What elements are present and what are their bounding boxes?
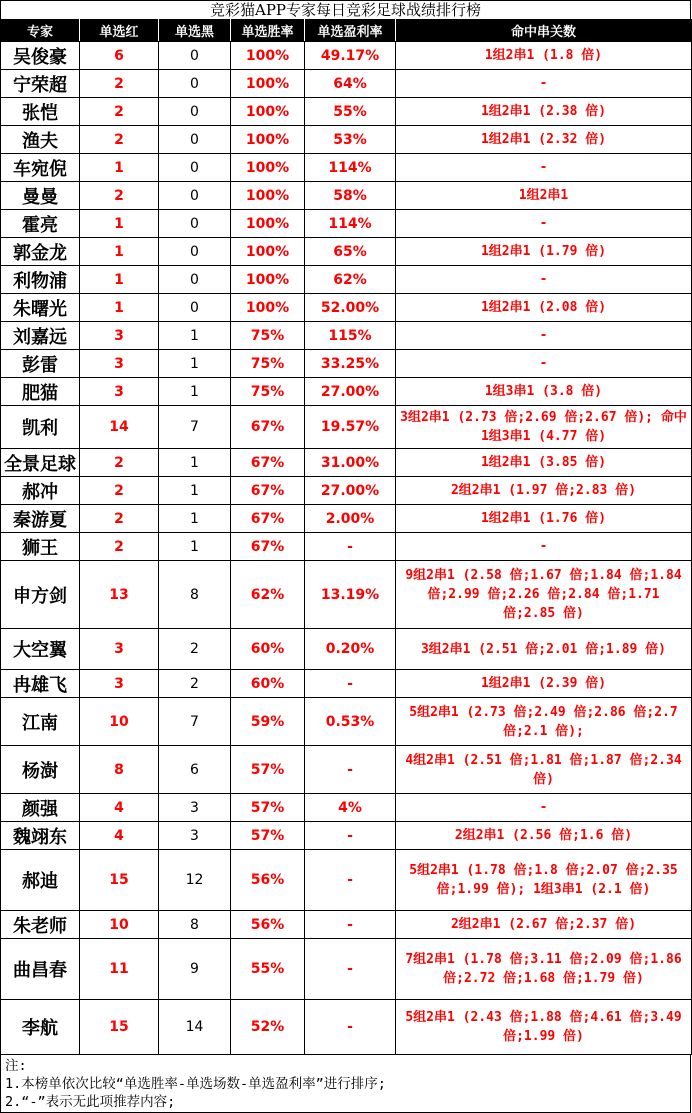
profit-rate: 2.00%: [305, 505, 396, 533]
table-row: [1, 794, 692, 822]
header-red: 单选红: [80, 20, 159, 42]
black-count: 1: [159, 505, 231, 533]
table-row: [1, 533, 692, 561]
expert-name: 凯利: [1, 406, 80, 449]
header-profit-rate: 单选盈利率: [305, 20, 396, 42]
parlay-hits: 2组2串1 (2.67 倍;2.37 倍): [396, 911, 692, 939]
win-rate: 59%: [231, 698, 305, 746]
profit-rate: -: [305, 911, 396, 939]
red-count: 2: [80, 98, 159, 126]
black-count: 14: [159, 1000, 231, 1055]
expert-name: 郝冲: [1, 477, 80, 505]
table-row: [1, 266, 692, 294]
profit-rate: 33.25%: [305, 350, 396, 378]
expert-name: 大空翼: [1, 629, 80, 670]
expert-name: 冉雄飞: [1, 670, 80, 698]
table-row: [1, 850, 692, 911]
expert-name: 张恺: [1, 98, 80, 126]
win-rate: 100%: [231, 294, 305, 322]
expert-name: 利物浦: [1, 266, 80, 294]
parlay-hits: -: [396, 210, 692, 238]
expert-name: 江南: [1, 698, 80, 746]
profit-rate: 31.00%: [305, 449, 396, 477]
profit-rate: 114%: [305, 210, 396, 238]
profit-rate: -: [305, 850, 396, 911]
red-count: 6: [80, 42, 159, 70]
red-count: 10: [80, 698, 159, 746]
expert-name: 霍亮: [1, 210, 80, 238]
table-row: [1, 42, 692, 70]
win-rate: 60%: [231, 670, 305, 698]
table-row: [1, 939, 692, 1000]
profit-rate: 58%: [305, 182, 396, 210]
table-row: [1, 449, 692, 477]
parlay-hits: -: [396, 350, 692, 378]
red-count: 2: [80, 533, 159, 561]
red-count: 11: [80, 939, 159, 1000]
red-count: 1: [80, 266, 159, 294]
expert-name: 李航: [1, 1000, 80, 1055]
parlay-hits: 3组2串1 (2.73 倍;2.69 倍;2.67 倍); 命中1组3串1 (4.77 倍): [396, 406, 692, 449]
expert-name: 朱曙光: [1, 294, 80, 322]
sheet-title: 竞彩猫APP专家每日竞彩足球战绩排行榜: [0, 0, 691, 19]
black-count: 1: [159, 350, 231, 378]
profit-rate: 4%: [305, 794, 396, 822]
black-count: 0: [159, 238, 231, 266]
expert-name: 刘嘉远: [1, 322, 80, 350]
expert-name: 魏翊东: [1, 822, 80, 850]
parlay-hits: 1组2串1 (2.08 倍): [396, 294, 692, 322]
red-count: 2: [80, 449, 159, 477]
win-rate: 100%: [231, 210, 305, 238]
win-rate: 57%: [231, 822, 305, 850]
expert-name: 郭金龙: [1, 238, 80, 266]
win-rate: 52%: [231, 1000, 305, 1055]
table-row: [1, 238, 692, 266]
black-count: 0: [159, 210, 231, 238]
win-rate: 100%: [231, 154, 305, 182]
red-count: 3: [80, 322, 159, 350]
ranking-rows: [1, 42, 692, 1055]
table-row: [1, 350, 692, 378]
table-row: [1, 505, 692, 533]
black-count: 0: [159, 98, 231, 126]
black-count: 9: [159, 939, 231, 1000]
expert-name: 杨澍: [1, 746, 80, 794]
expert-name: 宁荣超: [1, 70, 80, 98]
black-count: 0: [159, 266, 231, 294]
black-count: 0: [159, 70, 231, 98]
black-count: 7: [159, 406, 231, 449]
expert-name: 渔夫: [1, 126, 80, 154]
expert-name: 彭雷: [1, 350, 80, 378]
black-count: 1: [159, 322, 231, 350]
black-count: 8: [159, 911, 231, 939]
table-row: [1, 98, 692, 126]
parlay-hits: 1组3串1 (3.8 倍): [396, 378, 692, 406]
black-count: 6: [159, 746, 231, 794]
profit-rate: 27.00%: [305, 378, 396, 406]
table-row: [1, 822, 692, 850]
win-rate: 55%: [231, 939, 305, 1000]
parlay-hits: 5组2串1 (2.43 倍;1.88 倍;4.61 倍;3.49 倍;1.99 倍): [396, 1000, 692, 1055]
win-rate: 100%: [231, 42, 305, 70]
ranking-table: [0, 19, 692, 1055]
red-count: 1: [80, 154, 159, 182]
expert-name: 郝迪: [1, 850, 80, 911]
parlay-hits: 7组2串1 (1.78 倍;3.11 倍;2.09 倍;1.86 倍;2.72 倍;1.68 倍;1.79 倍): [396, 939, 692, 1000]
parlay-hits: 3组2串1 (2.51 倍;2.01 倍;1.89 倍): [396, 629, 692, 670]
expert-name: 吴俊豪: [1, 42, 80, 70]
red-count: 10: [80, 911, 159, 939]
parlay-hits: 4组2串1 (2.51 倍;1.81 倍;1.87 倍;2.34 倍): [396, 746, 692, 794]
parlay-hits: 1组2串1 (2.32 倍): [396, 126, 692, 154]
expert-name: 肥猫: [1, 378, 80, 406]
parlay-hits: -: [396, 533, 692, 561]
profit-rate: 0.53%: [305, 698, 396, 746]
parlay-hits: -: [396, 154, 692, 182]
red-count: 2: [80, 505, 159, 533]
table-row: [1, 182, 692, 210]
table-row: [1, 406, 692, 449]
table-row: [1, 670, 692, 698]
profit-rate: 114%: [305, 154, 396, 182]
parlay-hits: 1组2串1 (1.76 倍): [396, 505, 692, 533]
black-count: 3: [159, 822, 231, 850]
profit-rate: 49.17%: [305, 42, 396, 70]
expert-name: 颜强: [1, 794, 80, 822]
table-row: [1, 477, 692, 505]
parlay-hits: 1组2串1: [396, 182, 692, 210]
parlay-hits: -: [396, 266, 692, 294]
profit-rate: 115%: [305, 322, 396, 350]
expert-name: 申方剑: [1, 561, 80, 629]
profit-rate: 53%: [305, 126, 396, 154]
red-count: 14: [80, 406, 159, 449]
win-rate: 100%: [231, 266, 305, 294]
table-row: [1, 1000, 692, 1055]
notes-heading: 注:: [5, 1058, 27, 1074]
parlay-hits: -: [396, 322, 692, 350]
table-row: [1, 154, 692, 182]
header-win-rate: 单选胜率: [231, 20, 305, 42]
black-count: 7: [159, 698, 231, 746]
red-count: 2: [80, 126, 159, 154]
profit-rate: -: [305, 822, 396, 850]
black-count: 0: [159, 182, 231, 210]
table-row: [1, 126, 692, 154]
notes-line-2: 2.“-”表示无此项推荐内容;: [5, 1094, 176, 1110]
profit-rate: 52.00%: [305, 294, 396, 322]
black-count: 1: [159, 533, 231, 561]
table-row: [1, 322, 692, 350]
red-count: 4: [80, 794, 159, 822]
parlay-hits: 1组2串1 (1.8 倍): [396, 42, 692, 70]
profit-rate: 13.19%: [305, 561, 396, 629]
red-count: 4: [80, 822, 159, 850]
red-count: 2: [80, 477, 159, 505]
table-row: [1, 561, 692, 629]
black-count: 2: [159, 629, 231, 670]
black-count: 12: [159, 850, 231, 911]
win-rate: 62%: [231, 561, 305, 629]
red-count: 15: [80, 1000, 159, 1055]
win-rate: 75%: [231, 350, 305, 378]
profit-rate: -: [305, 533, 396, 561]
parlay-hits: 1组2串1 (3.85 倍): [396, 449, 692, 477]
parlay-hits: 1组2串1 (1.79 倍): [396, 238, 692, 266]
red-count: 3: [80, 629, 159, 670]
win-rate: 57%: [231, 794, 305, 822]
win-rate: 100%: [231, 238, 305, 266]
win-rate: 60%: [231, 629, 305, 670]
red-count: 15: [80, 850, 159, 911]
expert-name: 曲昌春: [1, 939, 80, 1000]
profit-rate: 64%: [305, 70, 396, 98]
red-count: 1: [80, 294, 159, 322]
black-count: 0: [159, 294, 231, 322]
notes: [0, 1055, 691, 1113]
expert-name: 秦游夏: [1, 505, 80, 533]
win-rate: 100%: [231, 182, 305, 210]
black-count: 1: [159, 449, 231, 477]
win-rate: 56%: [231, 850, 305, 911]
red-count: 2: [80, 182, 159, 210]
red-count: 3: [80, 670, 159, 698]
header-row: [1, 20, 692, 42]
profit-rate: 65%: [305, 238, 396, 266]
parlay-hits: 1组2串1 (2.39 倍): [396, 670, 692, 698]
table-row: [1, 698, 692, 746]
parlay-hits: -: [396, 70, 692, 98]
parlay-hits: 2组2串1 (1.97 倍;2.83 倍): [396, 477, 692, 505]
parlay-hits: 5组2串1 (1.78 倍;1.8 倍;2.07 倍;2.35 倍;1.99 倍); 1组3串1 (2.1 倍): [396, 850, 692, 911]
win-rate: 67%: [231, 477, 305, 505]
parlay-hits: 5组2串1 (2.73 倍;2.49 倍;2.86 倍;2.7 倍;2.1 倍);: [396, 698, 692, 746]
profit-rate: -: [305, 939, 396, 1000]
table-row: [1, 70, 692, 98]
expert-name: 全景足球: [1, 449, 80, 477]
red-count: 2: [80, 70, 159, 98]
parlay-hits: 9组2串1 (2.58 倍;1.67 倍;1.84 倍;1.84 倍;2.99 倍;2.26 倍;2.84 倍;1.71 倍;2.85 倍): [396, 561, 692, 629]
win-rate: 56%: [231, 911, 305, 939]
profit-rate: 55%: [305, 98, 396, 126]
black-count: 0: [159, 42, 231, 70]
win-rate: 67%: [231, 406, 305, 449]
parlay-hits: 1组2串1 (2.38 倍): [396, 98, 692, 126]
win-rate: 100%: [231, 70, 305, 98]
table-row: [1, 911, 692, 939]
red-count: 13: [80, 561, 159, 629]
header-parlay: 命中串关数: [396, 20, 692, 42]
red-count: 1: [80, 238, 159, 266]
table-row: [1, 746, 692, 794]
profit-rate: 62%: [305, 266, 396, 294]
win-rate: 75%: [231, 322, 305, 350]
header-expert: 专家: [1, 20, 80, 42]
table-row: [1, 210, 692, 238]
red-count: 8: [80, 746, 159, 794]
table-row: [1, 294, 692, 322]
win-rate: 67%: [231, 449, 305, 477]
profit-rate: 0.20%: [305, 629, 396, 670]
red-count: 3: [80, 378, 159, 406]
black-count: 2: [159, 670, 231, 698]
black-count: 0: [159, 126, 231, 154]
profit-rate: -: [305, 670, 396, 698]
win-rate: 100%: [231, 98, 305, 126]
expert-name: 车宛倪: [1, 154, 80, 182]
black-count: 1: [159, 378, 231, 406]
profit-rate: -: [305, 1000, 396, 1055]
win-rate: 67%: [231, 505, 305, 533]
table-row: [1, 629, 692, 670]
win-rate: 75%: [231, 378, 305, 406]
win-rate: 57%: [231, 746, 305, 794]
red-count: 1: [80, 210, 159, 238]
notes-line-1: 1.本榜单依次比较“单选胜率-单选场数-单选盈利率”进行排序;: [5, 1076, 386, 1092]
header-black: 单选黑: [159, 20, 231, 42]
black-count: 1: [159, 477, 231, 505]
profit-rate: 27.00%: [305, 477, 396, 505]
black-count: 0: [159, 154, 231, 182]
black-count: 3: [159, 794, 231, 822]
expert-name: 曼曼: [1, 182, 80, 210]
win-rate: 67%: [231, 533, 305, 561]
red-count: 3: [80, 350, 159, 378]
expert-name: 朱老师: [1, 911, 80, 939]
table-row: [1, 378, 692, 406]
profit-rate: 19.57%: [305, 406, 396, 449]
parlay-hits: -: [396, 794, 692, 822]
expert-name: 狮王: [1, 533, 80, 561]
profit-rate: -: [305, 746, 396, 794]
win-rate: 100%: [231, 126, 305, 154]
parlay-hits: 2组2串1 (2.56 倍;1.6 倍): [396, 822, 692, 850]
black-count: 8: [159, 561, 231, 629]
